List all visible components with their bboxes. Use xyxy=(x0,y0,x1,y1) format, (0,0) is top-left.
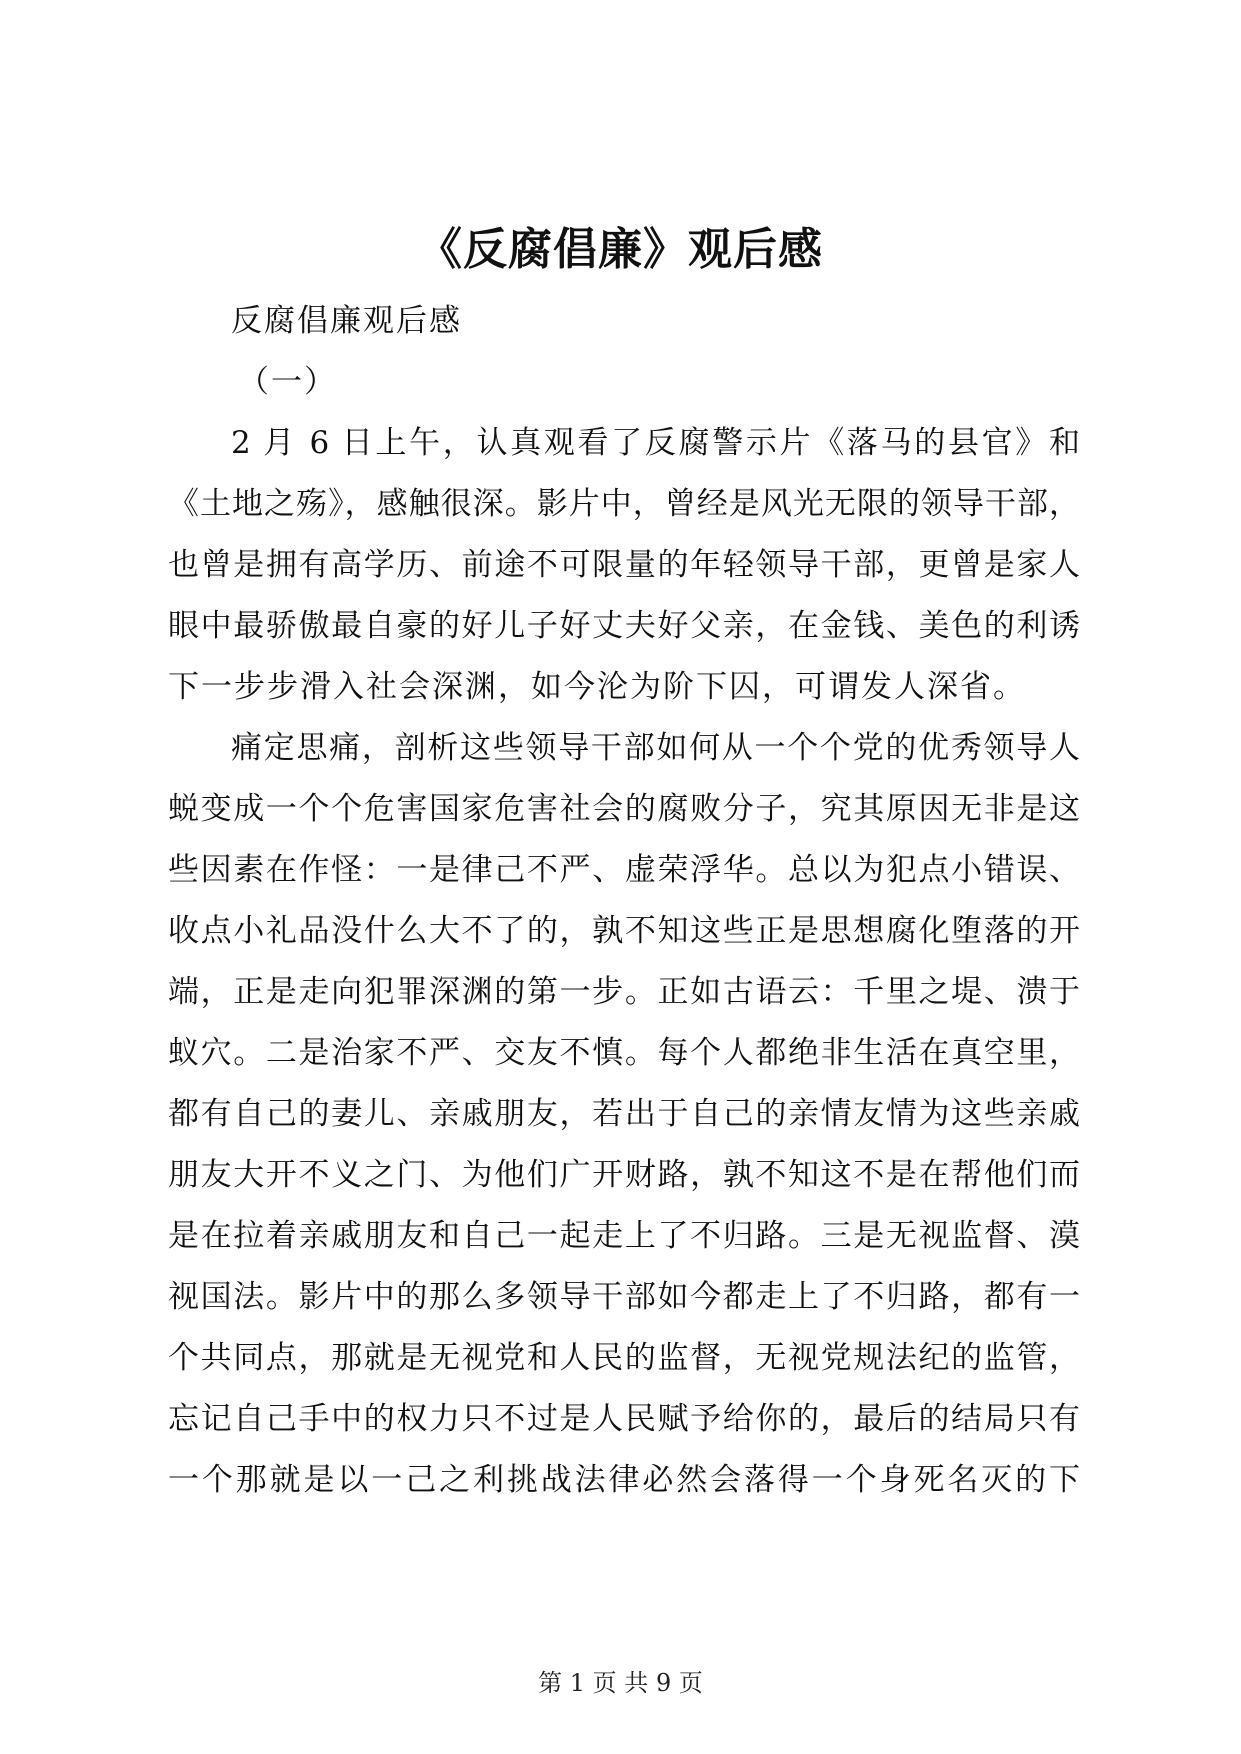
paragraph-line: 朋友大开不义之门、为他们广开财路，孰不知这不是在帮他们而 xyxy=(168,1157,1080,1193)
document-title: 《反腐倡廉》观后感 xyxy=(418,224,823,275)
page-footer: 第 1 页 共 9 页 xyxy=(538,1669,703,1697)
paragraph-line: 收点小礼品没什么大不了的，孰不知这些正是思想腐化堕落的开 xyxy=(168,913,1080,949)
paragraph-1 xyxy=(168,413,1080,718)
paragraph-line: 也曾是拥有高学历、前途不可限量的年轻领导干部，更曾是家人 xyxy=(168,547,1080,583)
section-label: （一） xyxy=(238,364,337,400)
paragraph-line: 蚁穴。二是治家不严、交友不慎。每个人都绝非生活在真空里， xyxy=(168,1035,1080,1071)
document-subtitle: 反腐倡廉观后感 xyxy=(231,303,462,339)
paragraph-line: 蜕变成一个个危害国家危害社会的腐败分子，究其原因无非是这 xyxy=(168,791,1080,827)
paragraph-line: 忘记自己手中的权力只不过是人民赋予给你的，最后的结局只有 xyxy=(168,1401,1080,1437)
paragraph-line: 一个那就是以一己之利挑战法律必然会落得一个身死名灭的下 xyxy=(168,1462,1080,1498)
paragraph-line: 些因素在作怪：一是律己不严、虚荣浮华。总以为犯点小错误、 xyxy=(168,852,1080,888)
paragraph-line: 下一步步滑入社会深渊，如今沦为阶下囚，可谓发人深省。 xyxy=(168,669,1026,705)
document-body xyxy=(168,291,1080,1511)
paragraph-line: 个共同点，那就是无视党和人民的监督，无视党规法纪的监管， xyxy=(168,1340,1080,1376)
paragraph-line: 是在拉着亲戚朋友和自己一起走上了不归路。三是无视监督、漠 xyxy=(168,1218,1080,1254)
paragraph-line: 《土地之殇》，感触很深。影片中，曾经是风光无限的领导干部， xyxy=(168,486,1080,522)
paragraph-line: 眼中最骄傲最自豪的好儿子好丈夫好父亲，在金钱、美色的利诱 xyxy=(168,608,1080,644)
paragraph-line: 端，正是走向犯罪深渊的第一步。正如古语云：千里之堤、溃于 xyxy=(168,974,1080,1010)
paragraph-line: 2 月 6 日上午，认真观看了反腐警示片《落马的县官》和 xyxy=(231,425,1080,461)
paragraph-2 xyxy=(168,718,1080,1511)
paragraph-line: 视国法。影片中的那么多领导干部如今都走上了不归路，都有一 xyxy=(168,1279,1080,1315)
paragraph-line: 痛定思痛，剖析这些领导干部如何从一个个党的优秀领导人 xyxy=(231,730,1080,766)
paragraph-line: 都有自己的妻儿、亲戚朋友，若出于自己的亲情友情为这些亲戚 xyxy=(168,1096,1080,1132)
